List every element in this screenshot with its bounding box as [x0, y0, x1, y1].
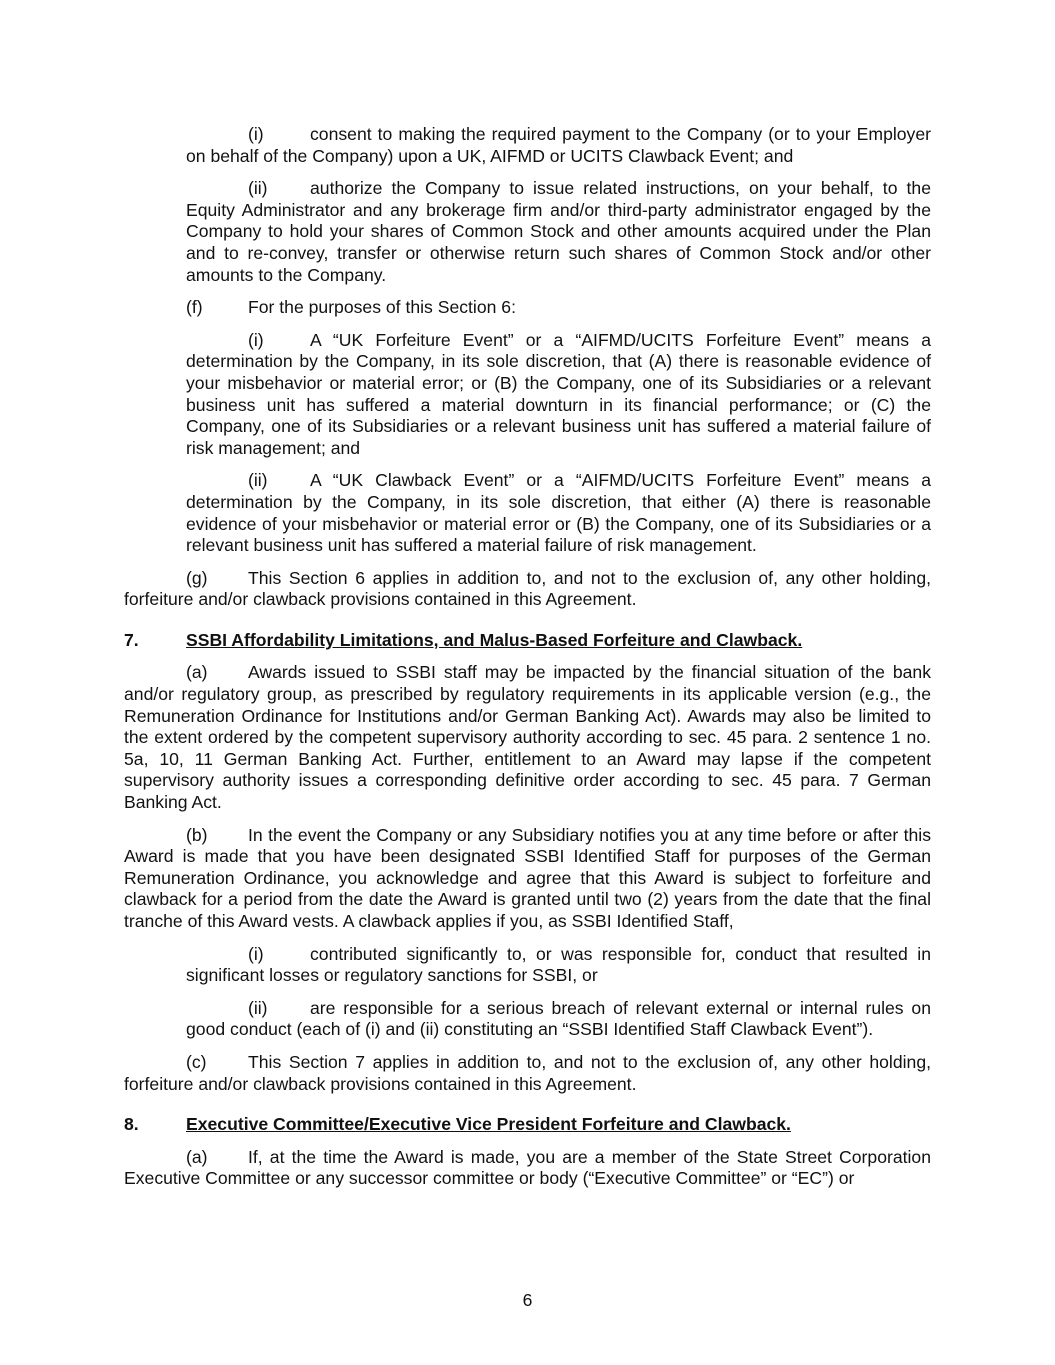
- section8-a: [124, 1147, 931, 1190]
- item-label: (a): [186, 662, 208, 683]
- item-label: (a): [186, 1146, 208, 1167]
- item-text: This Section 6 applies in addition to, and not to the exclusion of, any other holding, forfeiture and/or clawback provisions contained in this Agreement.: [124, 567, 931, 610]
- section6-f-ii: [124, 470, 931, 556]
- document-page: [124, 124, 931, 1190]
- item-text: This Section 7 applies in addition to, and not to the exclusion of, any other holding, forfeiture and/or clawback provisions contained in this Agreement.: [124, 1051, 931, 1094]
- item-text: contributed significantly to, or was responsible for, conduct that resulted in significant losses or regulatory sanctions for SSBI, or: [186, 943, 931, 986]
- item-text: If, at the time the Award is made, you are a member of the State Street Corporation Executive Committee or any successor committee or body (“Executive Committee” or “EC”) or: [124, 1146, 931, 1189]
- section6-e-i: [124, 124, 931, 167]
- item-text: A “UK Clawback Event” or a “AIFMD/UCITS Forfeiture Event” means a determination by the Company, in its sole discretion, that either (A) there is reasonable evidence of your misbehavior or material error or (B) the Company, one of its Subsidiaries or a relevant business unit has suffered a material failure of risk management.: [186, 470, 931, 556]
- section6-f-i: [124, 330, 931, 460]
- item-label: (c): [186, 1051, 207, 1072]
- item-text: For the purposes of this Section 6:: [248, 297, 516, 318]
- section-number: 7.: [124, 629, 139, 650]
- item-label: (f): [186, 297, 203, 318]
- section7-heading: [124, 630, 931, 652]
- section6-f: [124, 297, 931, 319]
- item-text: are responsible for a serious breach of relevant external or internal rules on good conduct (each of (i) and (ii) constituting an “SSBI Identified Staff Clawback Event”).: [186, 997, 931, 1040]
- section-title: SSBI Affordability Limitations, and Malus-Based Forfeiture and Clawback.: [186, 629, 803, 650]
- item-text: consent to making the required payment to the Company (or to your Employer on behalf of the Company) upon a UK, AIFMD or UCITS Clawback Event; and: [186, 124, 931, 166]
- section6-e-ii: [124, 178, 931, 286]
- item-text: In the event the Company or any Subsidiary notifies you at any time before or after this Award is made that you have been designated SSBI Identified Staff for purposes of the German Remuneration Ordinance, you acknowledge and agree that this Award is subject to forfeiture and clawback for a period from the date the Award is granted until two (2) years from the date that the final tranche of this Award vests. A clawback applies if you, as SSBI Identified Staff,: [124, 824, 931, 931]
- item-label: (ii): [248, 470, 268, 491]
- item-label: (b): [186, 824, 208, 845]
- item-text: Awards issued to SSBI staff may be impacted by the financial situation of the bank and/or regulatory group, as prescribed by regulatory requirements in its applicable version (e.g., the Remuneration Ordinance for Institutions and/or German Banking Act). Awards may also be limited to the extent ordered by the competent supervisory authority according to sec. 45 para. 2 sentence 1 no. 5a, 10, 11 German Banking Act. Further, entitlement to an Award may lapse if the competent supervisory authority issues a corresponding definitive order according to sec. 45 para. 7 German Banking Act.: [124, 662, 931, 813]
- page-number: 6: [522, 1290, 533, 1310]
- section7-b-ii: [124, 998, 931, 1041]
- section7-b-i: [124, 944, 931, 987]
- item-label: (ii): [248, 178, 268, 199]
- section7-a: [124, 662, 931, 813]
- item-label: (i): [248, 943, 264, 964]
- section8-heading: [124, 1114, 931, 1136]
- item-text: authorize the Company to issue related instructions, on your behalf, to the Equity Administrator and any brokerage firm and/or third-party administrator engaged by the Company to hold your shares of Common Stock and other amounts acquired under the Plan and to re-convey, transfer or otherwise return such shares of Common Stock and/or other amounts to the Company.: [186, 178, 931, 285]
- section7-b: [124, 825, 931, 933]
- section-title: Executive Committee/Executive Vice President Forfeiture and Clawback.: [186, 1114, 791, 1135]
- section-number: 8.: [124, 1114, 139, 1135]
- item-text: A “UK Forfeiture Event” or a “AIFMD/UCITS Forfeiture Event” means a determination by the Company, in its sole discretion, that (A) there is reasonable evidence of your misbehavior or material error; or (B) the Company, one of its Subsidiaries or a relevant business unit has suffered a material downturn in its financial performance; or (C) the Company, one of its Subsidiaries or a relevant business unit has suffered a material failure of risk management; and: [186, 329, 931, 458]
- item-label: (i): [248, 124, 264, 144]
- item-label: (ii): [248, 997, 268, 1018]
- item-label: (i): [248, 329, 264, 350]
- section7-c: [124, 1052, 931, 1095]
- section6-g: [124, 568, 931, 611]
- item-label: (g): [186, 567, 208, 588]
